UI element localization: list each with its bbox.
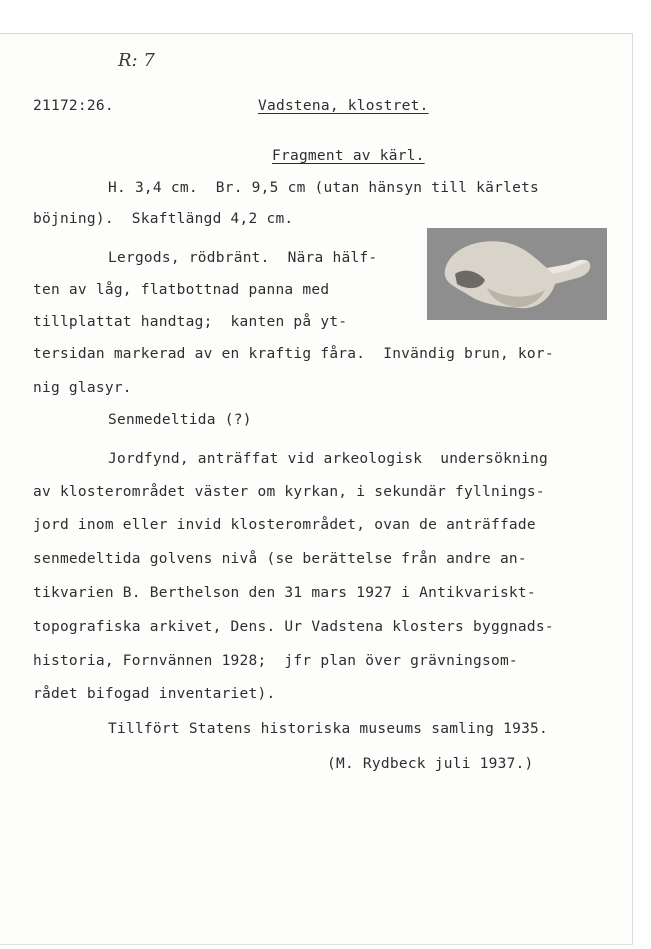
text-line-13: tikvarien B. Berthelson den 31 mars 1927 i Antikvariskt- xyxy=(33,585,536,601)
text-line-3: Lergods, rödbränt. Nära hälf- xyxy=(108,250,378,266)
text-line-4: ten av låg, flatbottnad panna med xyxy=(33,282,330,298)
text-line-15: historia, Fornvännen 1928; jfr plan över grävningsom- xyxy=(33,653,518,669)
pottery-fragment-icon xyxy=(427,228,607,320)
handwritten-mark: R: 7 xyxy=(118,50,155,71)
site-title: Vadstena, klostret. xyxy=(258,98,429,114)
text-line-12: senmedeltida golvens nivå (se berättelse från andre an- xyxy=(33,551,527,567)
text-line-9: Jordfynd, anträffat vid arkeologisk undersökning xyxy=(108,451,549,467)
text-line-16: rådet bifogad inventariet). xyxy=(33,686,276,702)
signature-line: (M. Rydbeck juli 1937.) xyxy=(327,756,534,772)
text-line-5: tillplattat handtag; kanten på yt- xyxy=(33,314,348,330)
text-line-7: nig glasyr. xyxy=(33,380,132,396)
catalog-number: 21172:26. xyxy=(33,98,114,114)
pottery-fragment-photo xyxy=(427,228,607,320)
text-line-8: Senmedeltida (?) xyxy=(108,412,252,428)
text-line-2: böjning). Skaftlängd 4,2 cm. xyxy=(33,211,294,227)
text-line-14: topografiska arkivet, Dens. Ur Vadstena klosters byggnads- xyxy=(33,619,554,635)
text-line-17: Tillfört Statens historiska museums samling 1935. xyxy=(108,721,549,737)
object-title: Fragment av kärl. xyxy=(272,148,425,164)
text-line-1: H. 3,4 cm. Br. 9,5 cm (utan hänsyn till kärlets xyxy=(108,180,540,196)
text-line-11: jord inom eller invid klosterområdet, ovan de anträffade xyxy=(33,517,536,533)
text-line-6: tersidan markerad av en kraftig fåra. Invändig brun, kor- xyxy=(33,346,554,362)
text-line-10: av klosterområdet väster om kyrkan, i sekundär fyllnings- xyxy=(33,484,545,500)
